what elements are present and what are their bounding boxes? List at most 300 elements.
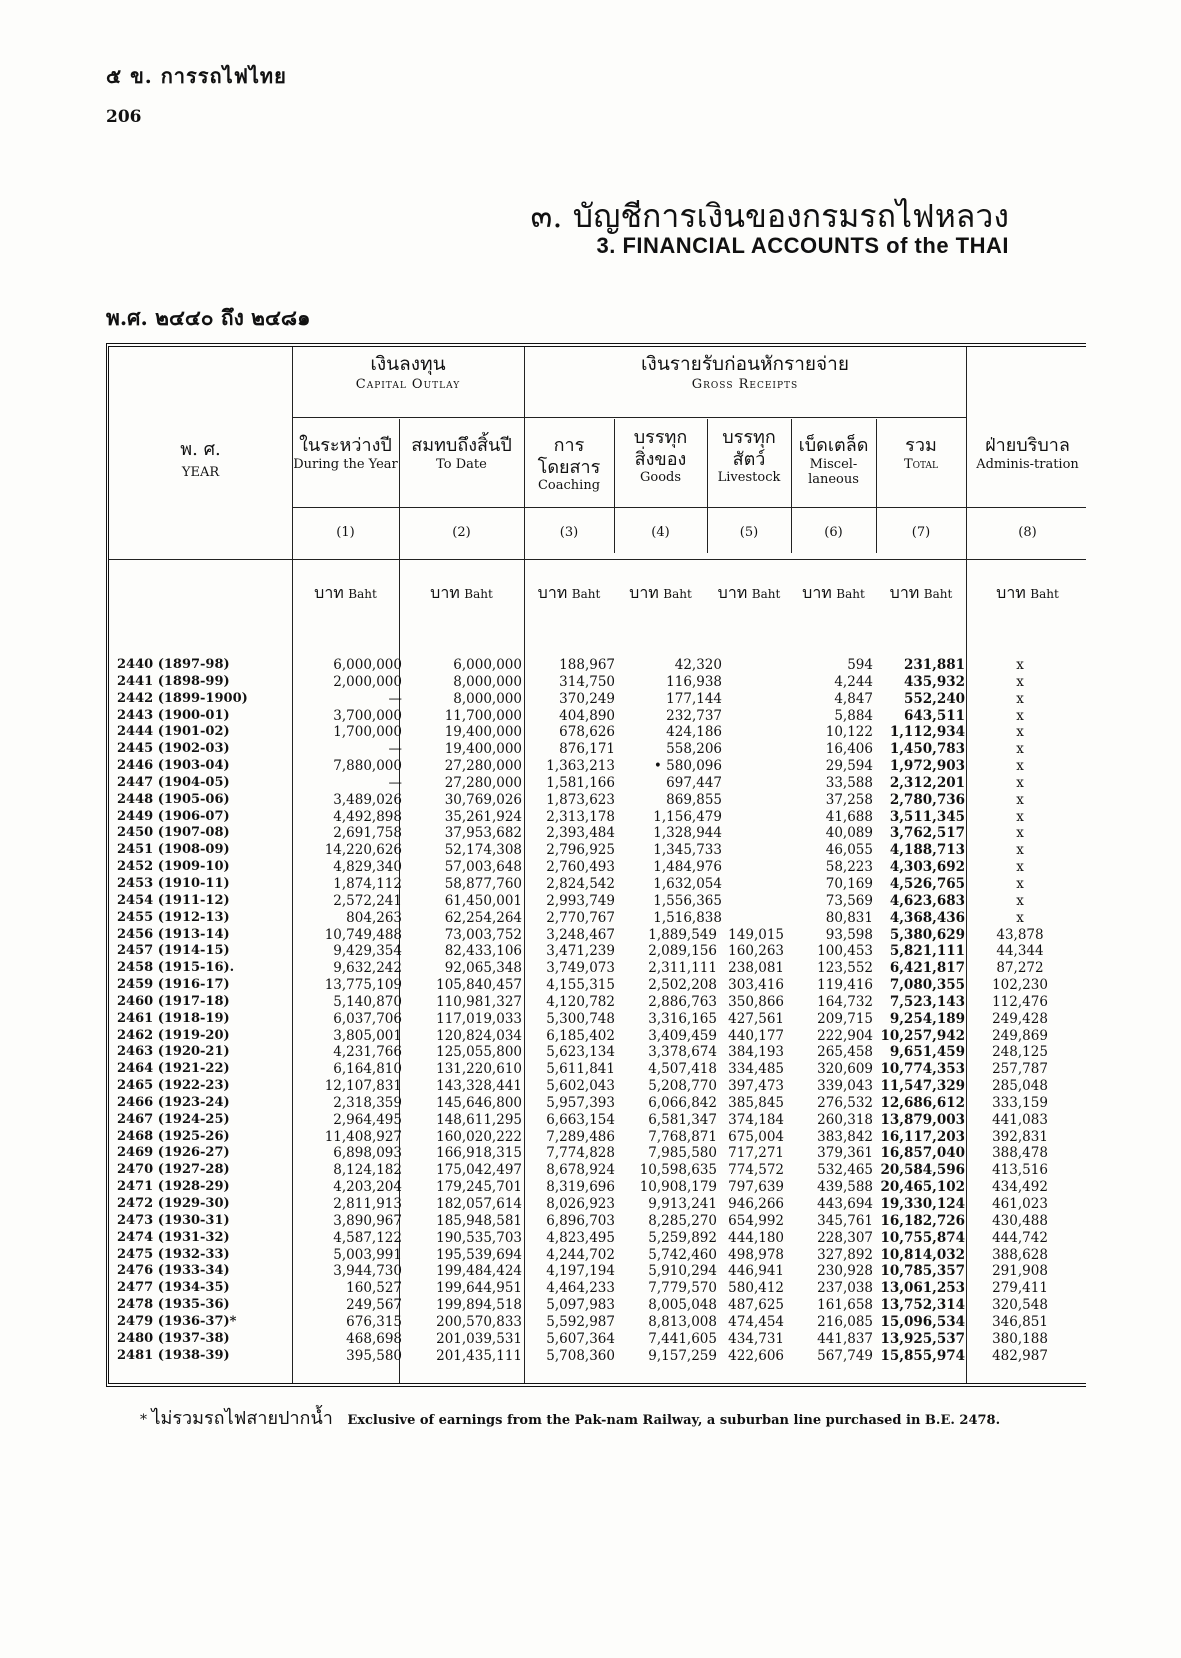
footnote bbox=[140, 1403, 1000, 1432]
year-cell: 2453 (1910-11) bbox=[117, 875, 230, 891]
value-cell: 8,124,182 bbox=[333, 1162, 402, 1179]
value-cell: 797,639 bbox=[728, 1179, 784, 1196]
table-row bbox=[109, 1095, 1086, 1112]
value-cell: 339,043 bbox=[817, 1078, 873, 1095]
value-cell: x bbox=[1016, 808, 1024, 825]
value-cell: 1,112,934 bbox=[889, 724, 965, 741]
value-cell: 209,715 bbox=[817, 1010, 873, 1027]
value-cell: x bbox=[1016, 724, 1024, 741]
table-row bbox=[109, 1213, 1086, 1230]
table-row bbox=[109, 1196, 1086, 1213]
year-cell: 2480 (1937-38) bbox=[117, 1330, 230, 1346]
value-cell: 40,089 bbox=[825, 825, 873, 842]
value-cell: — bbox=[388, 774, 402, 791]
year-cell: 2454 (1911-12) bbox=[117, 892, 230, 908]
value-cell: 580,412 bbox=[728, 1280, 784, 1297]
table-body bbox=[109, 657, 1086, 1364]
table-row bbox=[109, 1179, 1086, 1196]
value-cell: 4,203,204 bbox=[333, 1179, 402, 1196]
value-cell: 4,823,495 bbox=[546, 1229, 615, 1246]
table-row bbox=[109, 1011, 1086, 1028]
value-cell: 257,787 bbox=[992, 1061, 1048, 1078]
value-cell: 43,878 bbox=[996, 926, 1044, 943]
value-cell: 2,780,736 bbox=[889, 791, 965, 808]
title-english: 3. FINANCIAL ACCOUNTS of the THAI bbox=[596, 233, 1009, 258]
running-head: ๕ ข. การรถไฟไทย bbox=[106, 64, 287, 88]
column-number: (6) bbox=[824, 525, 843, 540]
value-cell: 9,651,459 bbox=[889, 1044, 965, 1061]
value-cell: 116,938 bbox=[666, 673, 722, 690]
table-row bbox=[109, 775, 1086, 792]
value-cell: 388,478 bbox=[992, 1145, 1048, 1162]
value-cell: 12,686,612 bbox=[880, 1094, 965, 1111]
value-cell: 230,928 bbox=[817, 1263, 873, 1280]
value-cell: 4,623,683 bbox=[889, 892, 965, 909]
value-cell: 123,552 bbox=[817, 960, 873, 977]
value-cell: 6,581,347 bbox=[648, 1111, 717, 1128]
value-cell: 1,484,976 bbox=[653, 859, 722, 876]
value-cell: 314,750 bbox=[559, 673, 615, 690]
table-row bbox=[109, 1331, 1086, 1348]
footnote-thai: ไม่รวมรถไฟสายปากน้ำ bbox=[151, 1408, 333, 1429]
value-cell: 265,458 bbox=[817, 1044, 873, 1061]
value-cell: 388,628 bbox=[992, 1246, 1048, 1263]
year-cell: 2452 (1909-10) bbox=[117, 859, 230, 875]
value-cell: 413,516 bbox=[992, 1162, 1048, 1179]
value-cell: 1,972,903 bbox=[889, 758, 965, 775]
year-cell: 2447 (1904-05) bbox=[117, 774, 230, 790]
year-cell: 2445 (1902-03) bbox=[117, 741, 230, 757]
value-cell: 558,206 bbox=[666, 741, 722, 758]
value-cell: 552,240 bbox=[903, 690, 965, 707]
period-label: พ.ศ. ๒๔๔๐ ถึง ๒๔๘๑ bbox=[106, 305, 311, 330]
year-cell: 2481 (1938-39) bbox=[117, 1347, 230, 1363]
value-cell: 869,855 bbox=[666, 791, 722, 808]
value-cell: 9,157,259 bbox=[648, 1347, 717, 1364]
column-header-goods: บรรทุกสิ่งของ Goods bbox=[633, 427, 688, 486]
value-cell: 6,421,817 bbox=[889, 960, 965, 977]
year-cell: 2469 (1926-27) bbox=[117, 1145, 230, 1161]
value-cell: 487,625 bbox=[728, 1297, 784, 1314]
year-cell: 2442 (1899-1900) bbox=[117, 690, 248, 706]
value-cell: 248,125 bbox=[992, 1044, 1048, 1061]
column-header-miscellaneous: เบ็ดเตล็ด Miscel-laneous bbox=[798, 435, 869, 488]
value-cell: 199,894,518 bbox=[436, 1297, 522, 1314]
value-cell: 58,223 bbox=[825, 859, 873, 876]
value-cell: 179,245,701 bbox=[436, 1179, 522, 1196]
value-cell: 102,230 bbox=[992, 977, 1048, 994]
value-cell: 87,272 bbox=[996, 960, 1044, 977]
value-cell: 57,003,648 bbox=[444, 859, 522, 876]
value-cell: 238,081 bbox=[728, 960, 784, 977]
value-cell: 10,755,874 bbox=[880, 1229, 965, 1246]
value-cell: 444,742 bbox=[992, 1229, 1048, 1246]
value-cell: 374,184 bbox=[728, 1111, 784, 1128]
value-cell: 2,318,359 bbox=[333, 1094, 402, 1111]
year-cell: 2458 (1915-16). bbox=[117, 960, 235, 976]
value-cell: 120,824,034 bbox=[436, 1027, 522, 1044]
value-cell: 350,866 bbox=[728, 993, 784, 1010]
value-cell: 276,532 bbox=[817, 1094, 873, 1111]
value-cell: 5,259,892 bbox=[648, 1229, 717, 1246]
year-cell: 2463 (1920-21) bbox=[117, 1044, 230, 1060]
value-cell: 6,663,154 bbox=[546, 1111, 615, 1128]
value-cell: 7,523,143 bbox=[889, 993, 965, 1010]
value-cell: 5,821,111 bbox=[889, 943, 965, 960]
year-cell: 2443 (1900-01) bbox=[117, 707, 230, 723]
column-header-administration: ฝ่ายบริบาล Adminis-tration bbox=[976, 435, 1079, 472]
value-cell: 29,594 bbox=[825, 758, 873, 775]
value-cell: 58,877,760 bbox=[444, 875, 522, 892]
value-cell: 6,000,000 bbox=[333, 657, 402, 673]
value-cell: 2,393,484 bbox=[546, 825, 615, 842]
table-row bbox=[109, 1230, 1086, 1247]
value-cell: 16,406 bbox=[825, 741, 873, 758]
value-cell: 73,569 bbox=[825, 892, 873, 909]
value-cell: 279,411 bbox=[992, 1280, 1048, 1297]
year-cell: 2474 (1931-32) bbox=[117, 1229, 230, 1245]
column-header-livestock: บรรทุกสัตว์ Livestock bbox=[717, 427, 781, 486]
value-cell: 676,315 bbox=[346, 1313, 402, 1330]
value-cell: x bbox=[1016, 741, 1024, 758]
value-cell: x bbox=[1016, 875, 1024, 892]
table-row bbox=[109, 792, 1086, 809]
value-cell: 717,271 bbox=[728, 1145, 784, 1162]
value-cell: 3,511,345 bbox=[889, 808, 965, 825]
value-cell: 199,484,424 bbox=[436, 1263, 522, 1280]
value-cell: 4,188,713 bbox=[889, 842, 965, 859]
value-cell: 430,488 bbox=[992, 1212, 1048, 1229]
table-row bbox=[109, 1028, 1086, 1045]
value-cell: 4,526,765 bbox=[889, 875, 965, 892]
value-cell: 1,328,944 bbox=[653, 825, 722, 842]
value-cell: 384,193 bbox=[728, 1044, 784, 1061]
value-cell: 13,775,109 bbox=[324, 977, 402, 994]
value-cell: 6,185,402 bbox=[546, 1027, 615, 1044]
unit-label: บาท Baht bbox=[889, 583, 953, 602]
value-cell: 5,611,841 bbox=[546, 1061, 615, 1078]
value-cell: 4,244,702 bbox=[546, 1246, 615, 1263]
page-number: 206 bbox=[106, 107, 142, 127]
value-cell: 37,953,682 bbox=[444, 825, 522, 842]
value-cell: 5,208,770 bbox=[648, 1078, 717, 1095]
value-cell: 216,085 bbox=[817, 1313, 873, 1330]
value-cell: 52,174,308 bbox=[444, 842, 522, 859]
value-cell: 7,080,355 bbox=[889, 977, 965, 994]
value-cell: 3,489,026 bbox=[333, 791, 402, 808]
year-cell: 2472 (1929-30) bbox=[117, 1196, 230, 1211]
value-cell: 392,831 bbox=[992, 1128, 1048, 1145]
value-cell: 567,749 bbox=[817, 1347, 873, 1364]
column-number: (5) bbox=[739, 525, 759, 540]
value-cell: 3,762,517 bbox=[889, 825, 965, 842]
value-cell: 4,120,782 bbox=[546, 993, 615, 1010]
table-row bbox=[109, 758, 1086, 775]
value-cell: 8,026,923 bbox=[546, 1196, 615, 1212]
unit-label: บาท Baht bbox=[717, 583, 781, 602]
year-cell: 2471 (1928-29) bbox=[117, 1179, 230, 1195]
unit-label: บาท Baht bbox=[537, 583, 601, 602]
value-cell: 6,000,000 bbox=[453, 657, 522, 673]
value-cell: 446,941 bbox=[728, 1263, 784, 1280]
value-cell: 370,249 bbox=[559, 690, 615, 707]
value-cell: 345,761 bbox=[817, 1212, 873, 1229]
value-cell: x bbox=[1016, 707, 1024, 724]
value-cell: 379,361 bbox=[817, 1145, 873, 1162]
column-header-coaching: การโดยสาร Coaching bbox=[537, 435, 601, 494]
column-number: (4) bbox=[651, 525, 670, 540]
value-cell: 498,978 bbox=[728, 1246, 784, 1263]
table-row bbox=[109, 1112, 1086, 1129]
table-row bbox=[109, 943, 1086, 960]
year-cell: 2451 (1908-09) bbox=[117, 842, 230, 858]
value-cell: 5,097,983 bbox=[546, 1297, 615, 1314]
value-cell: 804,263 bbox=[346, 909, 402, 926]
unit-label: บาท Baht bbox=[802, 583, 865, 602]
value-cell: 20,465,102 bbox=[880, 1179, 965, 1196]
value-cell: 441,837 bbox=[817, 1330, 873, 1347]
year-cell: 2475 (1932-33) bbox=[117, 1246, 230, 1262]
value-cell: 11,547,329 bbox=[880, 1078, 965, 1095]
value-cell: 594 bbox=[847, 657, 873, 673]
column-header-total: รวม Total bbox=[903, 435, 939, 472]
value-cell: 334,485 bbox=[728, 1061, 784, 1078]
value-cell: 27,280,000 bbox=[444, 758, 522, 775]
value-cell: 232,737 bbox=[666, 707, 722, 724]
table-row bbox=[109, 1078, 1086, 1095]
value-cell: 19,400,000 bbox=[444, 724, 522, 741]
value-cell: 2,796,925 bbox=[546, 842, 615, 859]
value-cell: 5,140,870 bbox=[333, 993, 402, 1010]
table-row bbox=[109, 1145, 1086, 1162]
value-cell: — bbox=[388, 741, 402, 758]
year-cell: 2478 (1935-36) bbox=[117, 1297, 230, 1313]
value-cell: 2,886,763 bbox=[648, 993, 717, 1010]
table-row bbox=[109, 893, 1086, 910]
table-row bbox=[109, 1247, 1086, 1264]
value-cell: 2,000,000 bbox=[333, 673, 402, 690]
value-cell: 4,847 bbox=[834, 690, 873, 707]
value-cell: 10,257,942 bbox=[880, 1027, 965, 1044]
value-cell: 190,535,703 bbox=[436, 1229, 522, 1246]
value-cell: 4,231,766 bbox=[333, 1044, 402, 1061]
value-cell: 434,731 bbox=[728, 1330, 784, 1347]
value-cell: 2,760,493 bbox=[546, 859, 615, 876]
value-cell: 532,465 bbox=[817, 1162, 873, 1179]
value-cell: 13,879,003 bbox=[880, 1111, 965, 1128]
value-cell: 4,244 bbox=[834, 673, 873, 690]
table-row bbox=[109, 1314, 1086, 1331]
value-cell: 1,874,112 bbox=[333, 875, 402, 892]
year-cell: 2468 (1925-26) bbox=[117, 1128, 230, 1144]
table-row bbox=[109, 1129, 1086, 1146]
value-cell: 2,770,767 bbox=[546, 909, 615, 926]
value-cell: 61,450,001 bbox=[444, 892, 522, 909]
unit-label: บาท Baht bbox=[629, 583, 692, 602]
table-row bbox=[109, 708, 1086, 725]
value-cell: 10,749,488 bbox=[324, 926, 402, 943]
table-row bbox=[109, 691, 1086, 708]
header-rule bbox=[109, 559, 1086, 560]
value-cell: 2,811,913 bbox=[333, 1196, 402, 1212]
table-row bbox=[109, 724, 1086, 741]
value-cell: 468,698 bbox=[346, 1330, 402, 1347]
value-cell: 27,280,000 bbox=[444, 774, 522, 791]
value-cell: 73,003,752 bbox=[444, 926, 522, 943]
value-cell: 19,400,000 bbox=[444, 741, 522, 758]
value-cell: 11,408,927 bbox=[324, 1128, 402, 1145]
table-row bbox=[109, 1297, 1086, 1314]
footnote-english: Exclusive of earnings from the Pak-nam Railway, a suburban line purchased in B.E. 2478. bbox=[347, 1413, 1001, 1428]
value-cell: 654,992 bbox=[728, 1212, 784, 1229]
value-cell: 385,845 bbox=[728, 1094, 784, 1111]
value-cell: 93,598 bbox=[825, 926, 873, 943]
unit-label: บาท Baht bbox=[430, 583, 493, 602]
value-cell: 678,626 bbox=[559, 724, 615, 741]
value-cell: 166,918,315 bbox=[436, 1145, 522, 1162]
value-cell: 110,981,327 bbox=[436, 993, 522, 1010]
value-cell: 2,824,542 bbox=[546, 875, 615, 892]
table-row bbox=[109, 977, 1086, 994]
value-cell: 195,539,694 bbox=[436, 1246, 522, 1263]
value-cell: 80,831 bbox=[825, 909, 873, 926]
value-cell: 482,987 bbox=[992, 1347, 1048, 1364]
value-cell: 422,606 bbox=[728, 1347, 784, 1364]
value-cell: 4,464,233 bbox=[546, 1280, 615, 1297]
value-cell: 7,880,000 bbox=[333, 758, 402, 775]
value-cell: x bbox=[1016, 859, 1024, 876]
value-cell: x bbox=[1016, 791, 1024, 808]
value-cell: • 580,096 bbox=[653, 758, 722, 775]
value-cell: 222,904 bbox=[817, 1027, 873, 1044]
value-cell: 201,435,111 bbox=[436, 1347, 522, 1364]
value-cell: x bbox=[1016, 758, 1024, 775]
year-cell: 2440 (1897-98) bbox=[117, 657, 230, 672]
value-cell: 30,769,026 bbox=[444, 791, 522, 808]
value-cell: 397,473 bbox=[728, 1078, 784, 1095]
value-cell: x bbox=[1016, 673, 1024, 690]
value-cell: 145,646,800 bbox=[436, 1094, 522, 1111]
value-cell: 13,061,253 bbox=[880, 1280, 965, 1297]
value-cell: 62,254,264 bbox=[444, 909, 522, 926]
value-cell: 395,580 bbox=[346, 1347, 402, 1364]
value-cell: 5,607,364 bbox=[546, 1330, 615, 1347]
year-cell: 2448 (1905-06) bbox=[117, 791, 230, 807]
value-cell: 1,873,623 bbox=[546, 791, 615, 808]
value-cell: 643,511 bbox=[903, 707, 965, 724]
value-cell: 320,609 bbox=[817, 1061, 873, 1078]
value-cell: 10,774,353 bbox=[880, 1061, 965, 1078]
table-row bbox=[109, 876, 1086, 893]
value-cell: 4,155,315 bbox=[546, 977, 615, 994]
value-cell: 42,320 bbox=[674, 657, 722, 673]
value-cell: x bbox=[1016, 690, 1024, 707]
year-cell: 2466 (1923-24) bbox=[117, 1094, 230, 1110]
value-cell: 3,471,239 bbox=[546, 943, 615, 960]
value-cell: 1,556,365 bbox=[653, 892, 722, 909]
value-cell: 4,587,122 bbox=[333, 1229, 402, 1246]
value-cell: 8,005,048 bbox=[648, 1297, 717, 1314]
value-cell: 10,598,635 bbox=[639, 1162, 717, 1179]
value-cell: 164,732 bbox=[817, 993, 873, 1010]
value-cell: 20,584,596 bbox=[880, 1162, 965, 1179]
value-cell: 148,611,295 bbox=[436, 1111, 522, 1128]
value-cell: 3,248,467 bbox=[546, 926, 615, 943]
value-cell: 1,632,054 bbox=[653, 875, 722, 892]
value-cell: 5,300,748 bbox=[546, 1010, 615, 1027]
value-cell: 143,328,441 bbox=[436, 1078, 522, 1095]
value-cell: 35,261,924 bbox=[444, 808, 522, 825]
value-cell: 14,220,626 bbox=[324, 842, 402, 859]
value-cell: 5,602,043 bbox=[546, 1078, 615, 1095]
table-row bbox=[109, 1280, 1086, 1297]
value-cell: 185,948,581 bbox=[436, 1212, 522, 1229]
value-cell: 285,048 bbox=[992, 1078, 1048, 1095]
value-cell: 231,881 bbox=[903, 657, 965, 673]
value-cell: 119,416 bbox=[817, 977, 873, 994]
value-cell: 3,316,165 bbox=[648, 1010, 717, 1027]
value-cell: 5,708,360 bbox=[546, 1347, 615, 1364]
table-row bbox=[109, 960, 1086, 977]
value-cell: 260,318 bbox=[817, 1111, 873, 1128]
value-cell: 10,908,179 bbox=[639, 1179, 717, 1196]
value-cell: 474,454 bbox=[728, 1313, 784, 1330]
value-cell: 3,700,000 bbox=[333, 707, 402, 724]
value-cell: x bbox=[1016, 842, 1024, 859]
value-cell: 3,378,674 bbox=[648, 1044, 717, 1061]
value-cell: 2,993,749 bbox=[546, 892, 615, 909]
header-rule bbox=[292, 417, 966, 418]
value-cell: 327,892 bbox=[817, 1246, 873, 1263]
value-cell: 5,884 bbox=[834, 707, 873, 724]
value-cell: 2,089,156 bbox=[648, 943, 717, 960]
value-cell: 697,447 bbox=[666, 774, 722, 791]
value-cell: 404,890 bbox=[559, 707, 615, 724]
value-cell: 1,889,549 bbox=[648, 926, 717, 943]
unit-label: บาท Baht bbox=[996, 583, 1059, 602]
value-cell: 70,169 bbox=[825, 875, 873, 892]
value-cell: x bbox=[1016, 657, 1024, 673]
value-cell: 6,037,706 bbox=[333, 1010, 402, 1027]
table-row bbox=[109, 994, 1086, 1011]
value-cell: 12,107,831 bbox=[324, 1078, 402, 1095]
value-cell: 439,588 bbox=[817, 1179, 873, 1196]
value-cell: 2,311,111 bbox=[648, 960, 717, 977]
header-rule bbox=[292, 507, 1086, 508]
value-cell: 5,910,294 bbox=[648, 1263, 717, 1280]
value-cell: 82,433,106 bbox=[444, 943, 522, 960]
value-cell: 9,254,189 bbox=[889, 1010, 965, 1027]
value-cell: 7,774,828 bbox=[546, 1145, 615, 1162]
value-cell: 380,188 bbox=[992, 1330, 1048, 1347]
value-cell: 291,908 bbox=[992, 1263, 1048, 1280]
value-cell: 8,813,008 bbox=[648, 1313, 717, 1330]
value-cell: 2,313,178 bbox=[546, 808, 615, 825]
table-row bbox=[109, 859, 1086, 876]
year-cell: 2461 (1918-19) bbox=[117, 1010, 230, 1026]
value-cell: 435,932 bbox=[903, 673, 965, 690]
value-cell: 2,572,241 bbox=[333, 892, 402, 909]
value-cell: 4,197,194 bbox=[546, 1263, 615, 1280]
value-cell: 7,768,871 bbox=[648, 1128, 717, 1145]
value-cell: 16,182,726 bbox=[880, 1212, 965, 1229]
value-cell: 199,644,951 bbox=[436, 1280, 522, 1297]
table-row bbox=[109, 674, 1086, 691]
table-row bbox=[109, 741, 1086, 758]
value-cell: 6,066,842 bbox=[648, 1094, 717, 1111]
value-cell: 434,492 bbox=[992, 1179, 1048, 1196]
value-cell: 7,289,486 bbox=[546, 1128, 615, 1145]
